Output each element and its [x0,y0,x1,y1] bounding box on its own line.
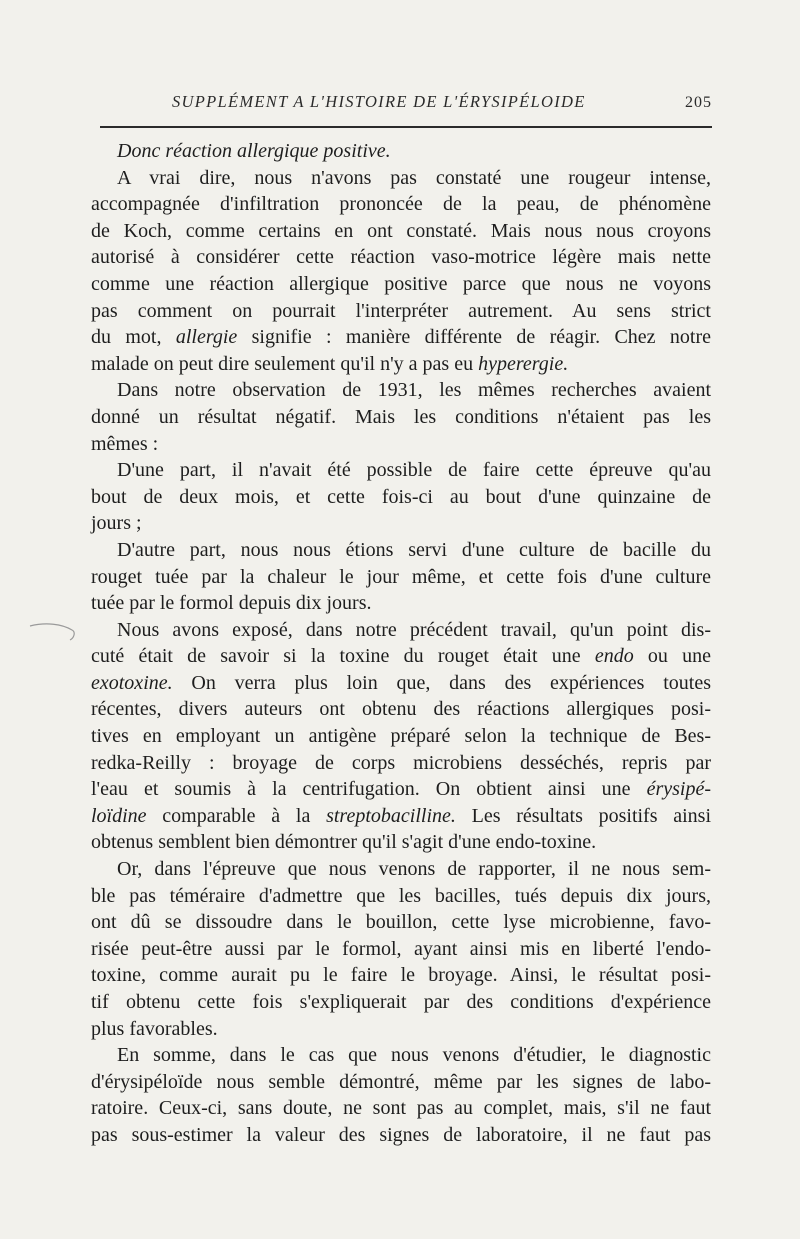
text-run: accompagnée d'infiltration prononcée de la peau, de phénomène [91,193,711,216]
text-line [91,564,711,591]
text-line [91,537,711,564]
text-run: plus favorables. [91,1017,218,1040]
page-number: 205 [685,94,712,111]
text-line [91,1122,711,1149]
text-run: A vrai dire, nous n'avons pas constaté une rougeur intense, [117,166,711,189]
text-line [91,510,711,537]
text-run: tuée par le formol depuis dix jours. [91,592,372,615]
italic-text: loïdine [91,804,147,827]
text-line [91,643,711,670]
text-run: pas comment on pourrait l'interpréter autrement. Au sens strict [91,299,711,322]
text-run: ratoire. Ceux-ci, sans doute, ne sont pas au complet, mais, s'il ne faut [91,1097,711,1120]
text-run: ble pas téméraire d'admettre que les bacilles, tués depuis dix jours, [91,884,711,907]
text-line [91,936,711,963]
text-run: redka-Reilly : broyage de corps microbiens desséchés, repris par [91,751,711,774]
text-line [91,351,711,378]
text-line [91,909,711,936]
italic-text: hyperergie. [478,352,569,375]
text-line [91,670,711,697]
text-run: mêmes : [91,432,159,455]
text-run: autorisé à considérer cette réaction vaso-motrice légère mais nette [91,246,711,269]
text-line [91,457,711,484]
text-line [91,883,711,910]
text-run: comme une réaction allergique positive parce que nous ne voyons [91,272,711,295]
text-line [91,484,711,511]
text-line [91,829,711,856]
text-run: Or, dans l'épreuve que nous venons de rapporter, il ne nous sem- [117,858,711,881]
text-line [91,165,711,192]
text-run: l'eau et soumis à la centrifugation. On obtient ainsi une [91,778,647,801]
text-run: On verra plus loin que, dans des expériences toutes [172,671,711,694]
text-run: d'érysipéloïde nous semble démontré, même par les signes de labo- [91,1070,711,1093]
running-head-title: SUPPLÉMENT A L'HISTOIRE DE L'ÉRYSIPÉLOIDE [172,92,586,111]
text-line [91,1095,711,1122]
text-run: Dans notre observation de 1931, les mêmes recherches avaient [117,379,711,402]
text-run: jours ; [91,512,142,535]
italic-text: streptobacilline. [326,804,456,827]
italic-text: exotoxine. [91,671,173,694]
text-line [91,696,711,723]
text-line [91,244,711,271]
text-run: de Koch, comme certains en ont constaté. Mais nous nous croyons [91,219,711,242]
margin-pencil-mark [28,612,88,652]
text-line [91,750,711,777]
running-head [100,92,712,122]
text-line [91,138,711,165]
text-line [91,723,711,750]
text-run: pas sous-estimer la valeur des signes de laboratoire, il ne faut pas [91,1123,711,1146]
italic-text: endo [594,645,634,668]
text-run: comparable à la [146,804,327,827]
italic-text: érysipé- [646,778,711,801]
header-rule [100,126,712,128]
text-line [91,962,711,989]
text-line [91,617,711,644]
text-run: ou une [633,645,711,668]
text-line [91,856,711,883]
italic-text: allergie [175,326,238,349]
text-run: En somme, dans le cas que nous venons d'étudier, le diagnostic [117,1044,711,1067]
text-line [91,404,711,431]
text-line [91,803,711,830]
text-line [91,1042,711,1069]
text-line [91,218,711,245]
text-line [91,324,711,351]
text-run: ont dû se dissoudre dans le bouillon, cette lyse microbienne, favo- [91,911,711,934]
text-run: rouget tuée par la chaleur le jour même, et cette fois d'une culture [91,565,711,588]
italic-text: Donc réaction allergique positive. [117,140,391,162]
text-line [91,989,711,1016]
text-run: D'une part, il n'avait été possible de faire cette épreuve qu'au [117,459,711,482]
text-line [91,590,711,617]
text-line [91,191,711,218]
text-run: signifie : manière différente de réagir. Chez notre [237,326,712,349]
text-run: malade on peut dire seulement qu'il n'y a pas eu [91,352,479,375]
text-run: toxine, comme aurait pu le faire le broyage. Ainsi, le résultat posi- [91,964,711,987]
text-line [91,377,711,404]
text-run: bout de deux mois, et cette fois-ci au bout d'une quinzaine de [91,485,711,508]
text-run: donné un résultat négatif. Mais les conditions n'étaient pas les [91,405,711,428]
text-run: Nous avons exposé, dans notre précédent travail, qu'un point dis- [117,618,711,641]
text-line [91,298,711,325]
text-run: cuté était de savoir si la toxine du rouget était une [91,645,595,668]
text-line [91,1069,711,1096]
text-run: récentes, divers auteurs ont obtenu des réactions allergiques posi- [91,698,711,721]
text-line [91,431,711,458]
text-run: D'autre part, nous nous étions servi d'une culture de bacille du [117,538,711,561]
text-line [91,271,711,298]
text-run: obtenus semblent bien démontrer qu'il s'agit d'une endo-toxine. [91,831,597,854]
text-line [91,776,711,803]
text-run: tif obtenu cette fois s'expliquerait par des conditions d'expérience [91,991,711,1013]
text-run: risée peut-être aussi par le formol, ayant ainsi mis en liberté l'endo- [91,937,711,960]
body-text [91,138,711,1149]
text-run: du mot, [91,326,176,349]
text-run: tives en employant un antigène préparé selon la technique de Bes- [91,725,711,748]
text-line [91,1016,711,1043]
text-run: Les résultats positifs ainsi [455,804,712,827]
